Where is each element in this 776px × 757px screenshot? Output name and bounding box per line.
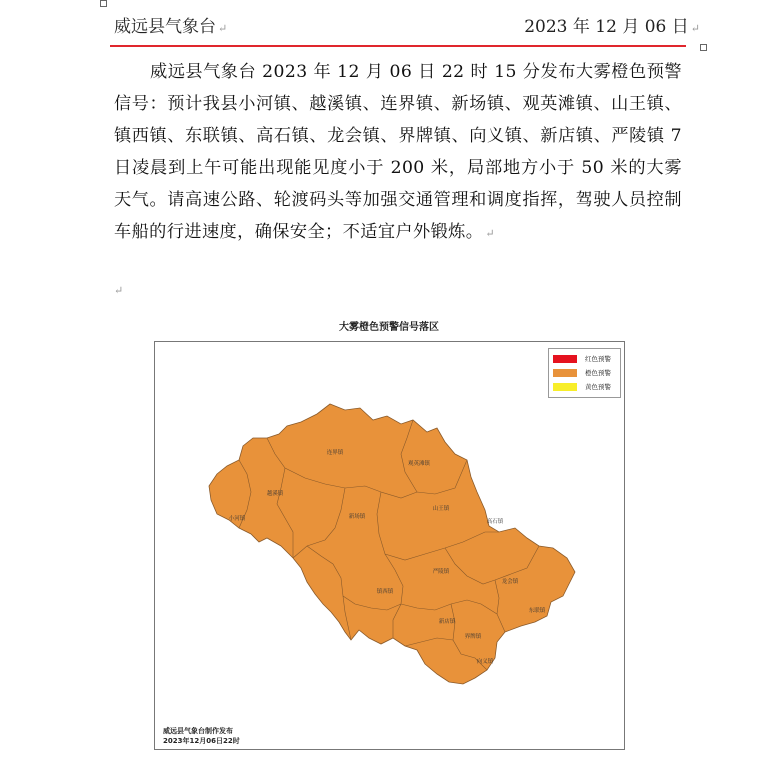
header-red-rule [110, 45, 686, 47]
town-label: 山王镇 [432, 506, 450, 512]
map-footer-issuer: 威远县气象台制作发布 [163, 727, 233, 735]
county-map [155, 342, 624, 749]
page-corner-mark-top-left [100, 0, 107, 7]
body-text [114, 56, 682, 250]
header-right-date: 2023 年 12 月 06 日 [524, 17, 689, 37]
town-label: 小河镇 [228, 516, 246, 522]
town-label: 越溪镇 [266, 491, 284, 497]
paragraph-mark-icon: ↵ [485, 227, 495, 240]
town-label: 镇西镇 [376, 589, 394, 595]
town-label: 高石镇 [486, 519, 504, 525]
town-label: 新店镇 [438, 619, 456, 625]
county-outline [209, 404, 575, 684]
town-label: 观英滩镇 [407, 461, 431, 467]
document-header [114, 10, 704, 38]
warning-paragraph: 威远县气象台 2023 年 12 月 06 日 22 时 15 分发布大雾橙色预警信号：预计我县小河镇、越溪镇、连界镇、新场镇、观英滩镇、山王镇、镇西镇、东联镇、高石镇、龙会镇、界牌镇、向义镇、新店镇、严陵镇 7 日凌晨到上午可能出现能见度小于 200 米，局部地方小于 50 米的大雾天气。请高速公路、轮渡码头等加强交通管理和调度指挥，驾驶人员控制车船的行进速度，确保安全；不适宜户外锻炼。 [114, 62, 682, 242]
map-frame [154, 341, 625, 750]
paragraph-mark-icon: ↵ [690, 22, 700, 35]
page-corner-mark-top-right [700, 44, 707, 51]
town-label: 界牌镇 [464, 634, 482, 640]
town-label: 向义镇 [476, 659, 494, 665]
legend-label: 黄色预警 [585, 383, 611, 391]
legend-label: 橙色预警 [585, 369, 611, 377]
town-label: 东联镇 [528, 608, 546, 614]
map-title: 大雾橙色预警信号落区 [339, 322, 439, 333]
empty-paragraph-mark-icon: ↵ [114, 284, 124, 297]
map-footer-time: 2023年12月06日22时 [163, 737, 240, 745]
town-label: 严陵镇 [432, 569, 450, 575]
town-label: 新场镇 [348, 514, 366, 520]
paragraph-mark-icon: ↵ [218, 22, 228, 35]
legend-label: 红色预警 [585, 355, 611, 363]
town-label: 龙会镇 [501, 579, 519, 585]
header-left-text: 威远县气象台 [114, 17, 216, 37]
town-label: 连界镇 [326, 450, 344, 456]
